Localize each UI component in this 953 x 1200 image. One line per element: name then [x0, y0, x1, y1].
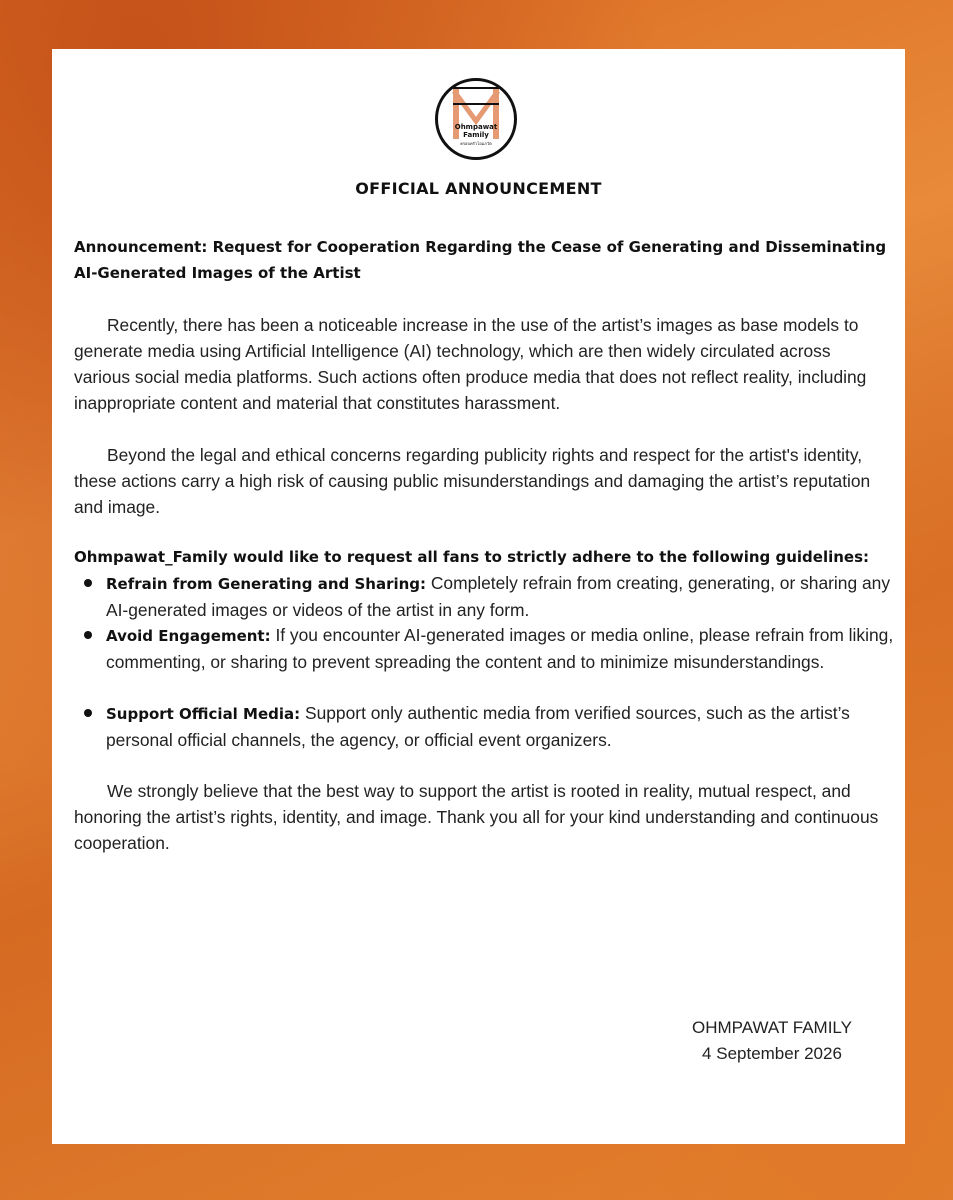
- guideline-text: Completely refrain from creating, generating, or sharing any AI-generated images or videos of the artist in any form.: [106, 573, 891, 620]
- signature-date: 4 September 2026: [702, 1044, 842, 1063]
- paragraph-2: Beyond the legal and ethical concerns regarding publicity rights and respect for the artist's identity, these actions carry a high risk of causing public misunderstandings and damaging the artist’s reputation and image.: [74, 445, 871, 517]
- signature-org: OHMPAWAT FAMILY: [692, 1018, 852, 1037]
- guideline-title: Refrain from Generating and Sharing:: [106, 575, 427, 593]
- bullet-icon: [84, 631, 92, 639]
- logo-line-1: Ohmpawat: [454, 123, 498, 131]
- announcement-heading: Announcement: Request for Cooperation Regarding the Cease of Generating and Disseminating AI-Generated Images of the Artist: [74, 238, 887, 282]
- guideline-title: Avoid Engagement:: [106, 627, 271, 645]
- guideline-item: [106, 622, 896, 675]
- bullet-icon: [84, 579, 92, 587]
- bullet-icon: [84, 709, 92, 717]
- logo-line-2: Family: [463, 131, 489, 139]
- guideline-text: Support only authentic media from verified sources, such as the artist’s personal official channels, the agency, or official event organizers.: [106, 703, 850, 750]
- guidelines-intro: Ohmpawat_Family would like to request all fans to strictly adhere to the following guidelines:: [74, 548, 870, 566]
- guideline-text: If you encounter AI-generated images or media online, please refrain from liking, commenting, or sharing to prevent spreading the content and to minimize misunderstandings.: [106, 625, 894, 672]
- announcement-document: [52, 49, 905, 1144]
- guideline-item: [106, 570, 896, 623]
- paragraph-1: Recently, there has been a noticeable increase in the use of the artist’s images as base models to generate media using Artificial Intelligence (AI) technology, which are then widely circulated across various social media platforms. Such actions often produce media that does not reflect reality, including inappropriate content and material that constitutes harassment.: [74, 315, 867, 413]
- closing-paragraph: We strongly believe that the best way to support the artist is rooted in reality, mutual respect, and honoring the artist’s rights, identity, and image. Thank you all for your kind understanding and continuous cooperation.: [74, 781, 879, 853]
- logo-line-3: ครอบครัวโอมภวัต: [460, 141, 492, 146]
- ohmpawat-family-logo: [435, 78, 517, 160]
- guideline-title: Support Official Media:: [106, 705, 301, 723]
- page-title: OFFICIAL ANNOUNCEMENT: [355, 179, 602, 198]
- guideline-item: [106, 700, 896, 753]
